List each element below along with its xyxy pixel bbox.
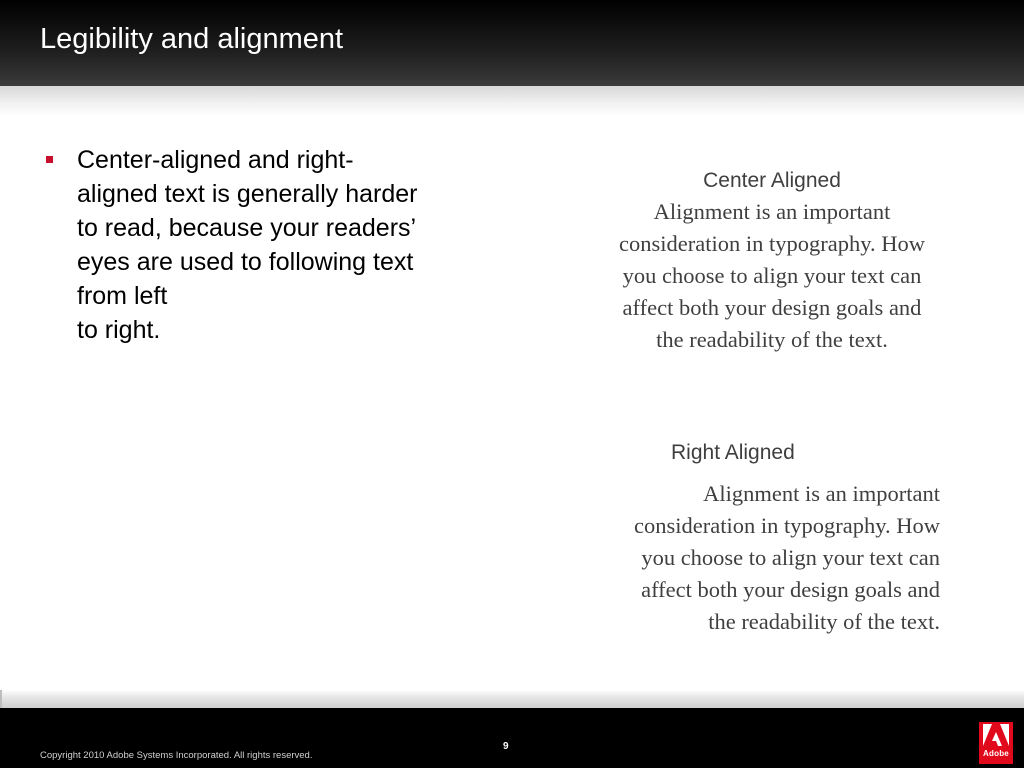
footer-divider <box>0 690 1024 708</box>
bullet-list <box>40 143 480 347</box>
square-bullet-icon <box>46 156 53 163</box>
right-aligned-body: Alignment is an important consideration in typography. How you choose to align your text can affect both your design goals and the readability of the text. <box>634 481 940 634</box>
center-aligned-body: Alignment is an important consideration in typography. How you choose to align your text can affect both your design goals and the readability of the text. <box>619 199 925 352</box>
adobe-logo-icon <box>979 722 1013 764</box>
bullet-item <box>40 143 480 347</box>
copyright-text: Copyright 2010 Adobe Systems Incorporated. All rights reserved. <box>40 750 313 761</box>
center-aligned-example <box>580 168 964 356</box>
page-number: 9 <box>503 741 509 752</box>
bullet-text: Center-aligned and right- aligned text is generally harder to read, because your readers’ eyes are used to following text from left to right. <box>77 146 418 344</box>
slide-title: Legibility and alignment <box>40 23 344 55</box>
adobe-logo-text: Adobe <box>983 749 1009 758</box>
footer <box>0 708 1024 768</box>
title-shadow <box>0 86 1024 116</box>
title-bar <box>0 0 1024 86</box>
right-aligned-example <box>560 440 940 638</box>
adobe-a-mark-icon <box>983 724 1009 748</box>
center-aligned-heading: Center Aligned <box>703 169 841 192</box>
right-aligned-heading: Right Aligned <box>671 441 795 464</box>
